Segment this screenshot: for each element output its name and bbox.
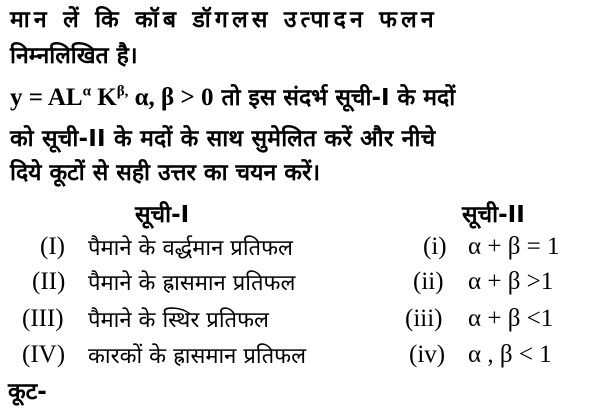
list-2-item-3-num: (iii) [405,305,443,332]
list-1-item-4-num: (IV) [22,341,66,368]
list-1-item-1-num: (I) [40,233,65,260]
list-2-item-3-text: α + β <1 [468,305,554,332]
question-line-4: को सूची-II के मदों के साथ सुमेलित करें और नीचे [10,126,436,152]
question-line-3 [10,80,455,112]
list-2-item-1-num: (i) [423,233,447,260]
list-1-item-3-text: पैमाने के स्थिर प्रतिफल [88,308,269,333]
list-1-item-2-num: (II) [32,268,66,295]
list-2-item-4-text: α , β < 1 [468,341,552,368]
list-1-heading: सूची-I [135,202,190,228]
codes-label: कूट- [8,379,47,405]
formula: $y = AL^\alpha$ $K^{\beta,}$ α, β > 0 [10,83,214,111]
list-2-item-1-text: α + β = 1 [468,233,560,260]
question-line-1: मान लें कि कॉब डॉगलस उत्पादन फलन [10,7,438,33]
list-2-item-2-num: (ii) [413,268,444,295]
question-line-2: निम्नलिखित है। [10,43,138,69]
question-line-5: दिये कूटों से सही उत्तर का चयन करें। [10,160,321,186]
list-1-item-1-text: पैमाने के वर्द्धमान प्रतिफल [88,236,293,261]
list-1-item-2-text: पैमाने के ह्रासमान प्रतिफल [88,271,296,296]
list-2-item-2-text: α + β >1 [468,268,554,295]
list-1-item-3-num: (III) [22,305,64,332]
list-1-item-4-text: कारकों के ह्रासमान प्रतिफल [88,344,307,369]
list-2-heading: सूची-II [462,202,525,228]
question-line-3-text: तो इस संदर्भ सूची-I के मदों [213,85,456,111]
list-2-item-4-num: (iv) [409,341,446,368]
